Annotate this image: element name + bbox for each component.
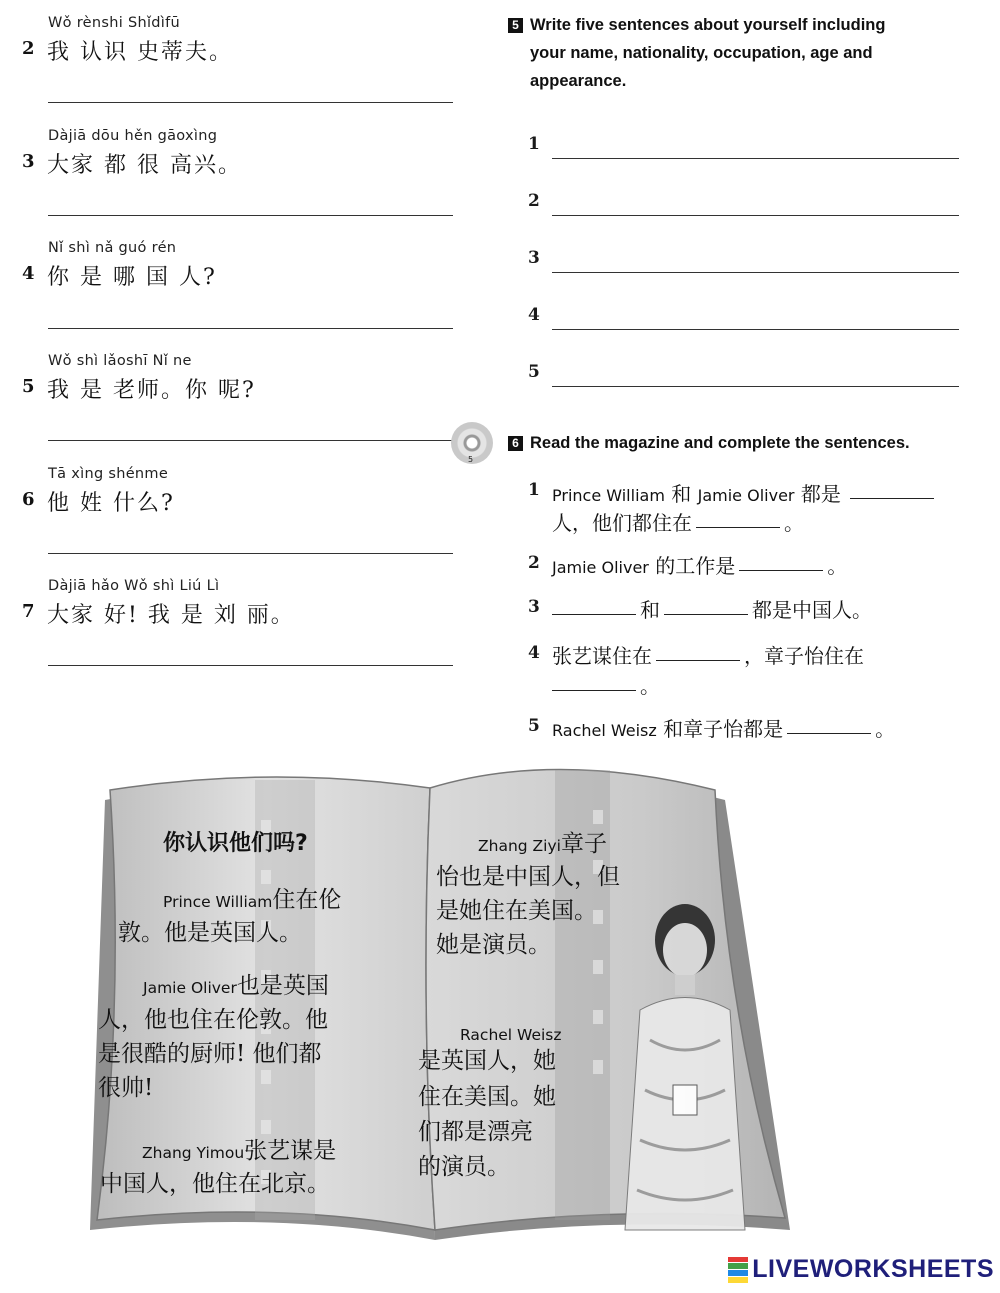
magazine-p2-line4: 很帅! bbox=[98, 1075, 154, 1101]
answer-line-item-4[interactable] bbox=[48, 328, 453, 329]
task6-sentence-5: Rachel Weisz 和章子怡都是 。 bbox=[552, 717, 896, 741]
item-number-4: 4 bbox=[22, 263, 35, 284]
liveworksheets-logo bbox=[728, 1255, 994, 1284]
magazine-title: 你认识他们吗? bbox=[163, 831, 308, 856]
task6-sentence-2: Jamie Oliver 的工作是 。 bbox=[552, 554, 848, 578]
task5-number-4: 4 bbox=[528, 305, 540, 325]
task6-number-5: 5 bbox=[528, 716, 540, 736]
item-number-6: 6 bbox=[22, 489, 35, 510]
item-number-3: 3 bbox=[22, 151, 35, 172]
task6-sentence-3: 和 都是中国人。 bbox=[552, 594, 872, 623]
logo-block-4 bbox=[728, 1277, 748, 1283]
hanzi-item-7: 大家 好! 我 是 刘 丽。 bbox=[47, 603, 295, 628]
task5-answer-line-1[interactable] bbox=[552, 158, 959, 159]
task6-blank-1b[interactable] bbox=[696, 526, 780, 528]
magazine-p4-line2: 怡也是中国人，但 bbox=[436, 864, 620, 890]
task5-answer-line-4[interactable] bbox=[552, 329, 959, 330]
task6-sentence-1: Prince William 和 Jamie Oliver 都是 bbox=[552, 478, 938, 507]
magazine-p2-line1: Jamie Oliver也是英国 bbox=[143, 973, 329, 999]
magazine-p2-line3: 是很酷的厨师! 他们都 bbox=[98, 1041, 322, 1067]
magazine-p3-line1: Zhang Yimou张艺谋是 bbox=[142, 1138, 337, 1164]
pinyin-item-5: Wǒ shì lǎoshī Nǐ ne bbox=[48, 353, 192, 369]
logo-text: LIVEWORKSHEETS bbox=[752, 1255, 994, 1283]
magazine-p4-line1: Zhang Ziyi章子 bbox=[478, 831, 607, 857]
answer-line-item-3[interactable] bbox=[48, 215, 453, 216]
task6-number-2: 2 bbox=[528, 553, 540, 573]
magazine-p1-line2: 敦。他是英国人。 bbox=[118, 920, 302, 946]
task5-line2: your name, nationality, occupation, age and bbox=[530, 44, 873, 62]
task6-blank-1a[interactable] bbox=[850, 497, 934, 499]
task5-answer-line-2[interactable] bbox=[552, 215, 959, 216]
answer-line-item-5[interactable] bbox=[48, 440, 453, 441]
task6-sentence-4-line2: 。 bbox=[552, 670, 660, 699]
magazine-p5-line3: 们都是漂亮 bbox=[418, 1119, 533, 1145]
answer-line-item-2[interactable] bbox=[48, 102, 453, 103]
task5-number-1: 1 bbox=[528, 134, 540, 154]
magazine-p5-line1: 是英国人，她 bbox=[418, 1048, 556, 1074]
pinyin-item-7: Dàjiā hǎo Wǒ shì Liú Lì bbox=[48, 578, 220, 594]
magazine-p4-line3: 是她住在美国。 bbox=[436, 898, 597, 924]
pinyin-item-6: Tā xìng shénme bbox=[48, 466, 169, 482]
task6-blank-3b[interactable] bbox=[664, 613, 748, 615]
task5-answer-line-5[interactable] bbox=[552, 386, 959, 387]
task5-answer-line-3[interactable] bbox=[552, 272, 959, 273]
pinyin-item-2: Wǒ rènshi Shǐdìfū bbox=[48, 15, 181, 31]
magazine-p5-en: Rachel Weisz bbox=[460, 1026, 562, 1044]
magazine-p2-line2: 人，他也住在伦敦。他 bbox=[98, 1007, 328, 1033]
liveworksheets-logo-icon bbox=[728, 1257, 748, 1283]
task5-line1: Write five sentences about yourself including bbox=[530, 16, 886, 34]
magazine-p1-line1: Prince William住在伦 bbox=[163, 887, 342, 913]
task5-instructions bbox=[508, 11, 885, 95]
cd-track-number: 5 bbox=[468, 455, 474, 464]
task6-blank-5[interactable] bbox=[787, 732, 871, 734]
item-number-7: 7 bbox=[22, 601, 35, 622]
pinyin-item-4: Nǐ shì nǎ guó rén bbox=[48, 240, 177, 256]
task6-badge: 6 bbox=[508, 436, 523, 451]
task6-number-4: 4 bbox=[528, 643, 540, 663]
hanzi-item-4: 你 是 哪 国 人? bbox=[47, 265, 217, 290]
magazine-p3-line2: 中国人，他住在北京。 bbox=[100, 1171, 330, 1197]
task5-line3: appearance. bbox=[530, 72, 627, 90]
magazine-p5-line4: 的演员。 bbox=[418, 1154, 510, 1180]
hanzi-item-3: 大家 都 很 高兴。 bbox=[47, 153, 242, 178]
hanzi-item-2: 我 认识 史蒂夫。 bbox=[47, 40, 233, 65]
logo-block-2 bbox=[728, 1263, 748, 1269]
task6-title: Read the magazine and complete the sentences. bbox=[530, 434, 910, 452]
task5-number-3: 3 bbox=[528, 248, 540, 268]
task6-number-3: 3 bbox=[528, 597, 540, 617]
task6-blank-4b[interactable] bbox=[552, 689, 636, 691]
hanzi-item-5: 我 是 老师。你 呢? bbox=[47, 378, 256, 403]
answer-line-item-7[interactable] bbox=[48, 665, 453, 666]
task5-badge: 5 bbox=[508, 18, 523, 33]
task6-blank-2[interactable] bbox=[739, 569, 823, 571]
task6-sentence-4: 张艺谋住在 ，章子怡住在 bbox=[552, 644, 864, 668]
task6-blank-3a[interactable] bbox=[552, 613, 636, 615]
pinyin-item-3: Dàjiā dōu hěn gāoxìng bbox=[48, 128, 218, 144]
task6-instructions bbox=[508, 429, 910, 457]
task5-number-2: 2 bbox=[528, 191, 540, 211]
item-number-2: 2 bbox=[22, 38, 35, 59]
task6-sentence-1-line2: 人，他们都住在 。 bbox=[552, 511, 804, 535]
magazine-p5-line2: 住在美国。她 bbox=[418, 1084, 556, 1110]
answer-line-item-6[interactable] bbox=[48, 553, 453, 554]
logo-block-1 bbox=[728, 1257, 748, 1263]
task6-blank-4a[interactable] bbox=[656, 659, 740, 661]
item-number-5: 5 bbox=[22, 376, 35, 397]
magazine-p4-line4: 她是演员。 bbox=[436, 932, 551, 958]
task6-number-1: 1 bbox=[528, 480, 540, 500]
hanzi-item-6: 他 姓 什么? bbox=[47, 491, 175, 516]
logo-block-3 bbox=[728, 1270, 748, 1276]
task5-number-5: 5 bbox=[528, 362, 540, 382]
